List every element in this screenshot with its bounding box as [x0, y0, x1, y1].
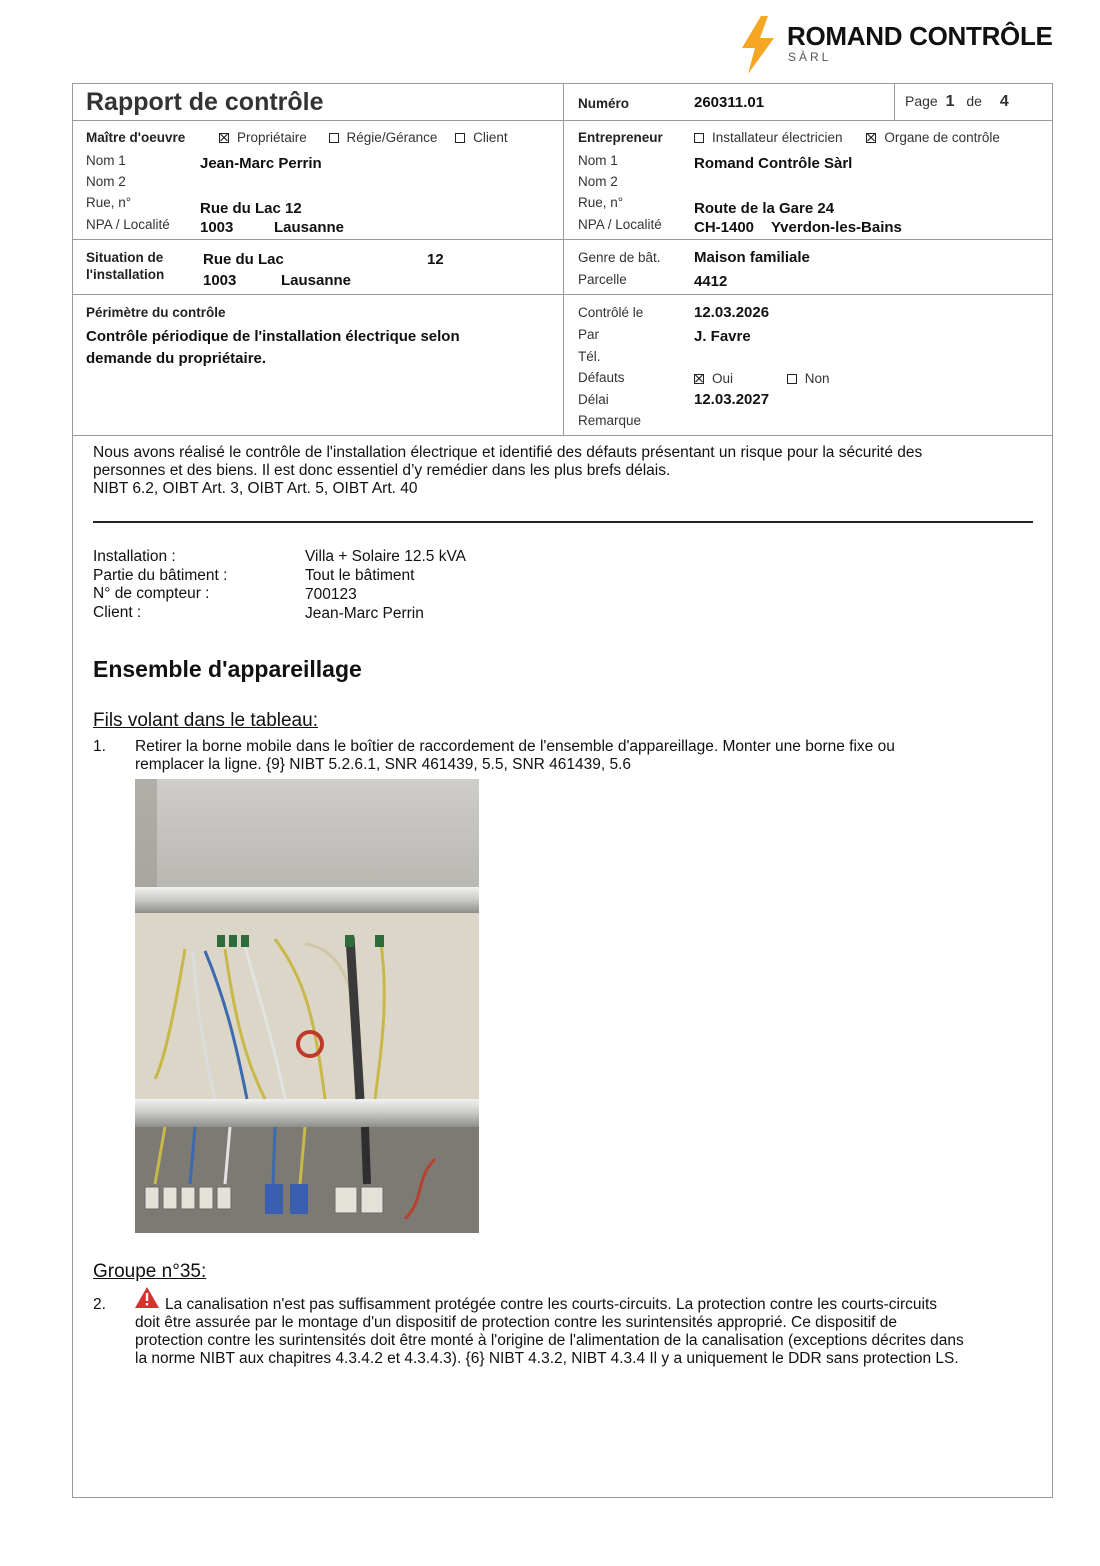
parcelle-value: 4412 [694, 273, 728, 290]
option-non[interactable]: Non [787, 371, 830, 386]
detail-value: Villa + Solaire 12.5 kVA [305, 548, 466, 565]
numero-value: 260311.01 [694, 94, 765, 111]
nom1-label: Nom 1 [86, 153, 126, 168]
situation-npa: 1003 [203, 272, 237, 289]
rue-label: Rue, n° [86, 195, 132, 210]
option-proprietaire[interactable]: Propriétaire [219, 130, 307, 145]
nom2-label: Nom 2 [86, 174, 126, 189]
option-organe[interactable]: Organe de contrôle [866, 130, 1000, 145]
perimetre-text-1: Contrôle périodique de l'installation électrique selon [86, 328, 460, 345]
npa-label: NPA / Localité [578, 217, 662, 232]
company-logo [740, 16, 1080, 76]
situation-rue: Rue du Lac [203, 251, 284, 268]
column-divider [894, 83, 895, 120]
checkbox-checked-icon[interactable] [866, 133, 876, 143]
detail-value: Jean-Marc Perrin [305, 605, 424, 622]
nom2-label: Nom 2 [578, 174, 618, 189]
perimetre-label: Périmètre du contrôle [86, 305, 226, 320]
intro-line-3: NIBT 6.2, OIBT Art. 3, OIBT Art. 5, OIBT Art. 40 [93, 480, 418, 497]
tel-label: Tél. [578, 349, 601, 364]
defect-heading: Groupe n°35: [93, 1261, 207, 1282]
delai-value: 12.03.2027 [694, 391, 770, 408]
parcelle-label: Parcelle [578, 272, 627, 287]
logo-name: ROMAND CONTRÔLE [787, 21, 1053, 51]
maitre-npa: 1003 [200, 219, 234, 236]
par-value: J. Favre [694, 328, 751, 345]
checkbox-empty-icon[interactable] [787, 374, 797, 384]
controle-label: Contrôlé le [578, 305, 644, 320]
detail-label: N° de compteur : [93, 585, 210, 602]
lightning-bolt-icon [740, 16, 776, 74]
detail-label: Installation : [93, 548, 176, 565]
situation-label-1: Situation de [86, 250, 164, 265]
intro-line-2: personnes et des biens. Il est donc essentiel d’y remédier dans les plus brefs délais. [93, 462, 671, 479]
page-current: 1 [945, 93, 955, 110]
divider [72, 435, 1053, 436]
nom1-label: Nom 1 [578, 153, 618, 168]
situation-label-2: l'installation [86, 267, 165, 282]
defauts-options [694, 371, 830, 386]
defect-heading: Fils volant dans le tableau: [93, 710, 318, 731]
page-label: Page [905, 93, 938, 109]
page-of: de [966, 93, 982, 109]
warning-triangle-icon [135, 1287, 159, 1308]
option-regie[interactable]: Régie/Gérance [329, 130, 438, 145]
controle-date: 12.03.2026 [694, 304, 770, 321]
defect-number: 2. [93, 1296, 106, 1313]
option-installateur[interactable]: Installateur électricien [694, 130, 843, 145]
detail-value: Tout le bâtiment [305, 567, 415, 584]
situation-numero: 12 [427, 251, 444, 268]
entrepreneur-nom1: Romand Contrôle Sàrl [694, 155, 853, 172]
remarque-label: Remarque [578, 413, 642, 428]
par-label: Par [578, 327, 600, 342]
defect-photo [135, 779, 479, 1233]
npa-label: NPA / Localité [86, 217, 170, 232]
entrepreneur-localite: Yverdon-les-Bains [771, 219, 902, 236]
defect-text-line: doit être assurée par le montage d'un dispositif de protection contre les surintensités approprié. Ce dispositif de [135, 1314, 898, 1331]
maitre-nom1: Jean-Marc Perrin [200, 155, 322, 172]
report-title: Rapport de contrôle [86, 88, 324, 116]
switchboard-photo [135, 779, 479, 1233]
page-total: 4 [999, 93, 1009, 110]
checkbox-empty-icon[interactable] [329, 133, 339, 143]
column-divider [563, 83, 564, 435]
detail-value: 700123 [305, 586, 357, 603]
numero-label: Numéro [578, 96, 630, 111]
page-indicator [905, 93, 1009, 111]
defect-text-line: la norme NIBT aux chapitres 4.3.4.2 et 4.3.4.3). {6} NIBT 4.3.2, NIBT 4.3.4 Il y a uniquement le DDR sans protection LS. [135, 1350, 959, 1367]
maitre-rue: Rue du Lac 12 [200, 200, 302, 217]
defauts-label: Défauts [578, 370, 625, 385]
option-oui[interactable]: Oui [694, 371, 733, 386]
perimetre-text-2: demande du propriétaire. [86, 350, 267, 367]
logo-subtitle: SÀRL [788, 50, 832, 64]
defect-text-line: La canalisation n'est pas suffisamment protégée contre les courts-circuits. La protection contre les courts-circuits [165, 1296, 938, 1313]
section-title: Ensemble d'appareillage [93, 656, 362, 682]
checkbox-checked-icon[interactable] [219, 133, 229, 143]
maitre-label: Maître d'oeuvre [86, 130, 186, 145]
genre-value: Maison familiale [694, 249, 810, 266]
intro-line-1: Nous avons réalisé le contrôle de l'installation électrique et identifié des défauts présentant un risque pour la sécurité des [93, 444, 923, 461]
checkbox-empty-icon[interactable] [694, 133, 704, 143]
entrepreneur-label: Entrepreneur [578, 130, 663, 145]
entrepreneur-npa: CH-1400 [694, 219, 755, 236]
delai-label: Délai [578, 392, 609, 407]
situation-localite: Lausanne [281, 272, 352, 289]
checkbox-empty-icon[interactable] [455, 133, 465, 143]
maitre-options [219, 130, 508, 145]
defect-text-line: Retirer la borne mobile dans le boîtier de raccordement de l'ensemble d'appareillage. Monter une borne fixe ou [135, 738, 895, 755]
detail-label: Partie du bâtiment : [93, 567, 228, 584]
defect-text-line: remplacer la ligne. {9} NIBT 5.2.6.1, SNR 461439, 5.5, SNR 461439, 5.6 [135, 756, 632, 773]
genre-label: Genre de bât. [578, 250, 661, 265]
checkbox-checked-icon[interactable] [694, 374, 704, 384]
defect-number: 1. [93, 738, 106, 755]
defect-text-line: protection contre les surintensités doit être monté à l'origine de l'alimentation de la canalisation (exceptions décrites dans [135, 1332, 964, 1349]
entrepreneur-rue: Route de la Gare 24 [694, 200, 835, 217]
detail-label: Client : [93, 604, 142, 621]
maitre-localite: Lausanne [274, 219, 345, 236]
option-client[interactable]: Client [455, 130, 508, 145]
rue-label: Rue, n° [578, 195, 624, 210]
entrepreneur-options [694, 130, 1000, 145]
section-rule [93, 521, 1033, 523]
